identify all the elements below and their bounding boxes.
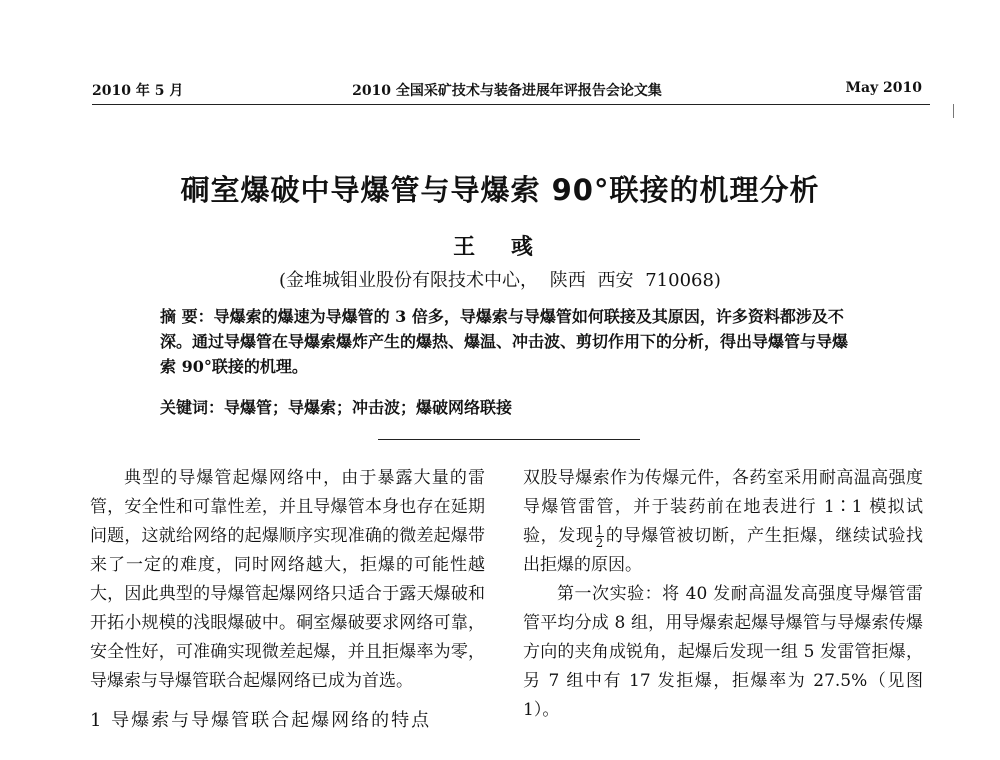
fraction-numerator: 1 xyxy=(595,523,604,537)
intro-paragraph: 典型的导爆管起爆网络中，由于暴露大量的雷管，安全性和可靠性差，并且导爆管本身也存在延期问题，这就给网络的起爆顺序实现准确的微差起爆带来了一定的难度，同时网络越大，拒爆的可能性越大，因此典型的导爆管起爆网络只适合于露天爆破和开拓小规模的浅眼爆破中。硐室爆破要求网络可靠，安全性好，可准确实现微差起爆，并且拒爆率为零，导爆索与导爆管联合起爆网络已成为首选。 xyxy=(90,468,485,691)
header-proceedings: 2010 全国采矿技术与装备进展年评报告会论文集 xyxy=(352,83,662,99)
experiment-paragraph xyxy=(523,464,923,580)
header-date-en: May 2010 xyxy=(845,80,922,96)
keywords xyxy=(160,395,860,420)
section-divider xyxy=(378,439,640,440)
page-edge-mark xyxy=(953,104,960,118)
header-date: 2010 年 5 月 xyxy=(92,83,184,99)
body-column-right xyxy=(523,464,923,725)
abstract-label: 摘 要： xyxy=(160,307,214,326)
section-heading: 1 导爆索与导爆管联合起爆网络的特点 xyxy=(90,710,432,731)
paper-title: 硐室爆破中导爆管与导爆索 90°联接的机理分析 xyxy=(180,173,820,207)
fraction xyxy=(595,524,605,549)
header-rule xyxy=(92,104,930,105)
keywords-label: 关键词： xyxy=(160,398,225,417)
first-experiment-paragraph: 第一次实验：将 40 发耐高温发高强度导爆管雷管平均分成 8 组，用导爆索起爆导爆管与导爆索传爆方向的夹角成锐角，起爆后发现一组 5 发雷管拒爆，另 7 组中有 17 发拒爆，拒爆率为 27.5%（见图 1）。 xyxy=(523,584,923,720)
paragraph-text-end: 的导爆管被切断，产生拒爆，继续试验找出拒爆的原因。 xyxy=(523,526,924,575)
paragraph-text-start: 双股导爆索作为传爆元件，各药室采用耐高温高强度导爆管雷管，并于装药前在地表进行 1∶1 模拟试验，发现 xyxy=(523,468,923,546)
abstract xyxy=(160,304,860,379)
body-column-left xyxy=(90,464,485,735)
fraction-denominator: 2 xyxy=(595,536,604,550)
author-name: 王 彧 xyxy=(453,234,547,260)
keywords-text: 导爆管；导爆索；冲击波；爆破网络联接 xyxy=(224,398,513,417)
author-affiliation: (金堆城钼业股份有限技术中心， 陕西 西安 710068) xyxy=(279,270,721,291)
abstract-text: 导爆索的爆速为导爆管的 3 倍多，导爆索与导爆管如何联接及其原因，许多资料都涉及不深。通过导爆管在导爆索爆炸产生的爆热、爆温、冲击波、剪切作用下的分析，得出导爆管与导爆索 90°联接的机理。 xyxy=(160,307,849,376)
running-header xyxy=(92,80,922,104)
